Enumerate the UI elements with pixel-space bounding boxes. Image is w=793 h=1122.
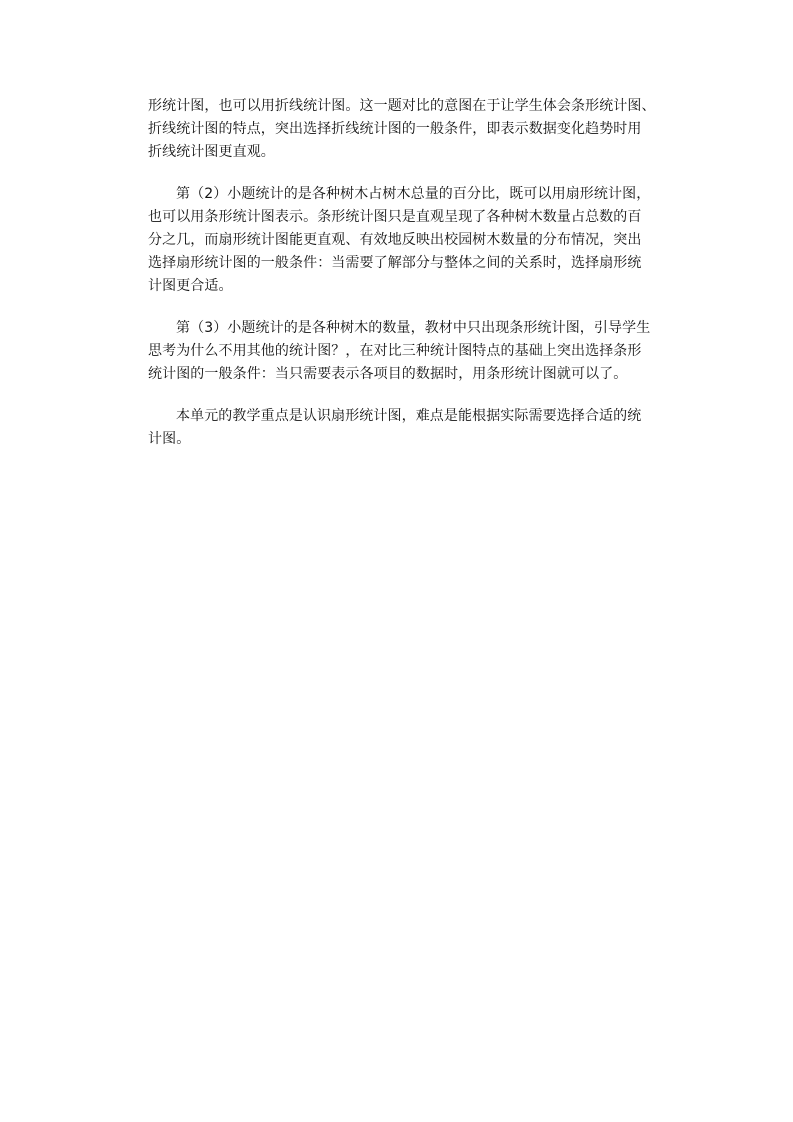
paragraph-line: 计图。 (148, 431, 191, 447)
paragraph-line: 统计图的一般条件：当只需要表示各项目的数据时，用条形统计图就可以了。 (148, 366, 628, 382)
paragraph-line: 分之几，而扇形统计图能更直观、有效地反映出校园树木数量的分布情况，突出 (148, 232, 642, 248)
paragraph-line: 本单元的教学重点是认识扇形统计图，难点是能根据实际需要选择合适的统 (176, 408, 642, 424)
paragraph-line: 折线统计图的特点，突出选择折线统计图的一般条件，即表示数据变化趋势时用 (148, 121, 642, 137)
paragraph-line: 也可以用条形统计图表示。条形统计图只是直观呈现了各种树木数量占总数的百 (148, 209, 642, 225)
paragraph-line: 第（2）小题统计的是各种树木占树木总量的百分比，既可以用扇形统计图， (176, 186, 651, 202)
paragraph-line: 计图更合适。 (148, 278, 233, 294)
paragraph-line: 思考为什么不用其他的统计图？，在对比三种统计图特点的基础上突出选择条形 (148, 343, 642, 359)
paragraph-2 (148, 183, 651, 298)
paragraph-line: 第（3）小题统计的是各种树木的数量，教材中只出现条形统计图，引导学生 (176, 320, 651, 336)
paragraph-line: 选择扇形统计图的一般条件：当需要了解部分与整体之间的关系时，选择扇形统 (148, 255, 642, 271)
paragraph-1 (148, 95, 656, 164)
paragraph-line: 形统计图，也可以用折线统计图。这一题对比的意图在于让学生体会条形统计图、 (148, 98, 656, 114)
paragraph-line: 折线统计图更直观。 (148, 144, 275, 160)
document-body (148, 95, 656, 470)
paragraph-4 (148, 405, 648, 451)
paragraph-3 (148, 317, 651, 386)
